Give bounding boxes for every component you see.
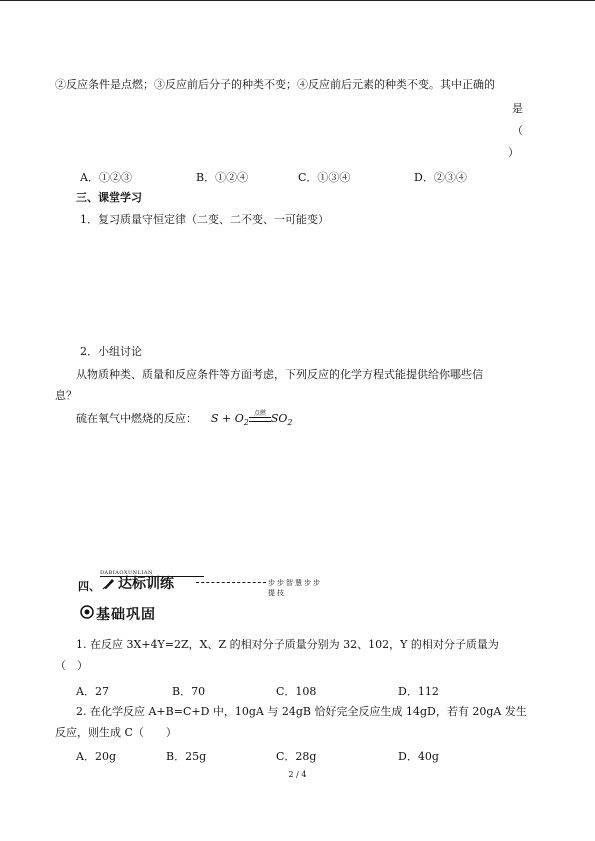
item-2-text-line-1: 从物质种类、质量和反应条件等方面考虑，下列反应的化学方程式能提供给你哪些信 <box>76 368 483 381</box>
subbanner-title: 基础巩固 <box>96 607 156 623</box>
question-1-line-2: （ ） <box>55 659 88 672</box>
question-intro-shi: 是 <box>512 102 523 115</box>
banner-title: 达标训练 <box>118 576 174 592</box>
choice-d: D．②③④ <box>414 171 467 184</box>
q2-choice-c: C．28g <box>276 750 317 763</box>
subbanner-jichu <box>80 602 170 624</box>
eq-o-subscript: 2 <box>243 418 249 427</box>
eq-left: S + O <box>211 412 244 425</box>
header-rule <box>0 0 595 1</box>
answer-paren-close: ） <box>508 146 519 159</box>
item-1: 1．复习质量守恒定律（二变、二不变、一可能变） <box>80 213 329 226</box>
eq-right-subscript: 2 <box>287 418 293 427</box>
answer-paren-open: （ <box>512 124 523 137</box>
q2-choice-b: B．25g <box>166 750 207 763</box>
choice-b: B．①②④ <box>196 171 249 184</box>
banner-dabiao <box>78 570 328 598</box>
q2-choice-d: D．40g <box>398 750 439 763</box>
item-2: 2．小组讨论 <box>80 345 142 358</box>
item-2-text-line-2: 息？ <box>55 389 77 402</box>
q2-choice-a: A．20g <box>76 750 116 763</box>
question-2-line-2: 反应，则生成 C（ ） <box>55 726 177 739</box>
eq-right: SO <box>270 412 288 425</box>
question-2-line-1: 2. 在化学反应 A+B=C+D 中，10gA 与 24gB 恰好完全反应生成 14gD，若有 20gA 发生 <box>76 705 527 718</box>
banner-pinyin: DABIAOXUNLIAN <box>100 570 153 576</box>
page-number: 2 / 4 <box>288 770 307 779</box>
reaction-label: 硫在氧气中燃烧的反应： <box>76 412 197 425</box>
q1-choice-a: A．27 <box>76 685 109 698</box>
choice-a: A．①②③ <box>80 171 132 184</box>
q1-choice-c: C．108 <box>276 685 317 698</box>
choice-c: C．①③④ <box>298 171 351 184</box>
q1-choice-d: D．112 <box>398 685 439 698</box>
question-1-line-1: 1. 在反应 3X+4Y=2Z，X、Z 的相对分子质量分别为 32、102，Y 的相对分子质量为 <box>76 638 499 651</box>
q1-choice-b: B．70 <box>172 685 206 698</box>
question-intro-line: ②反应条件是点燃；③反应前后分子的种类不变；④反应前后元素的种类不变。其中正确的 <box>55 78 495 91</box>
chemical-equation <box>211 412 293 427</box>
star-icon <box>80 605 94 619</box>
section-4-label: 四、 <box>78 580 100 593</box>
eq-arrow <box>249 410 271 422</box>
pencil-icon <box>102 576 116 590</box>
banner-slogan: 步步智慧步步提技 <box>268 579 322 597</box>
eq-condition: 点燃 <box>253 410 266 417</box>
section-3-title: 三、课堂学习 <box>76 191 142 204</box>
